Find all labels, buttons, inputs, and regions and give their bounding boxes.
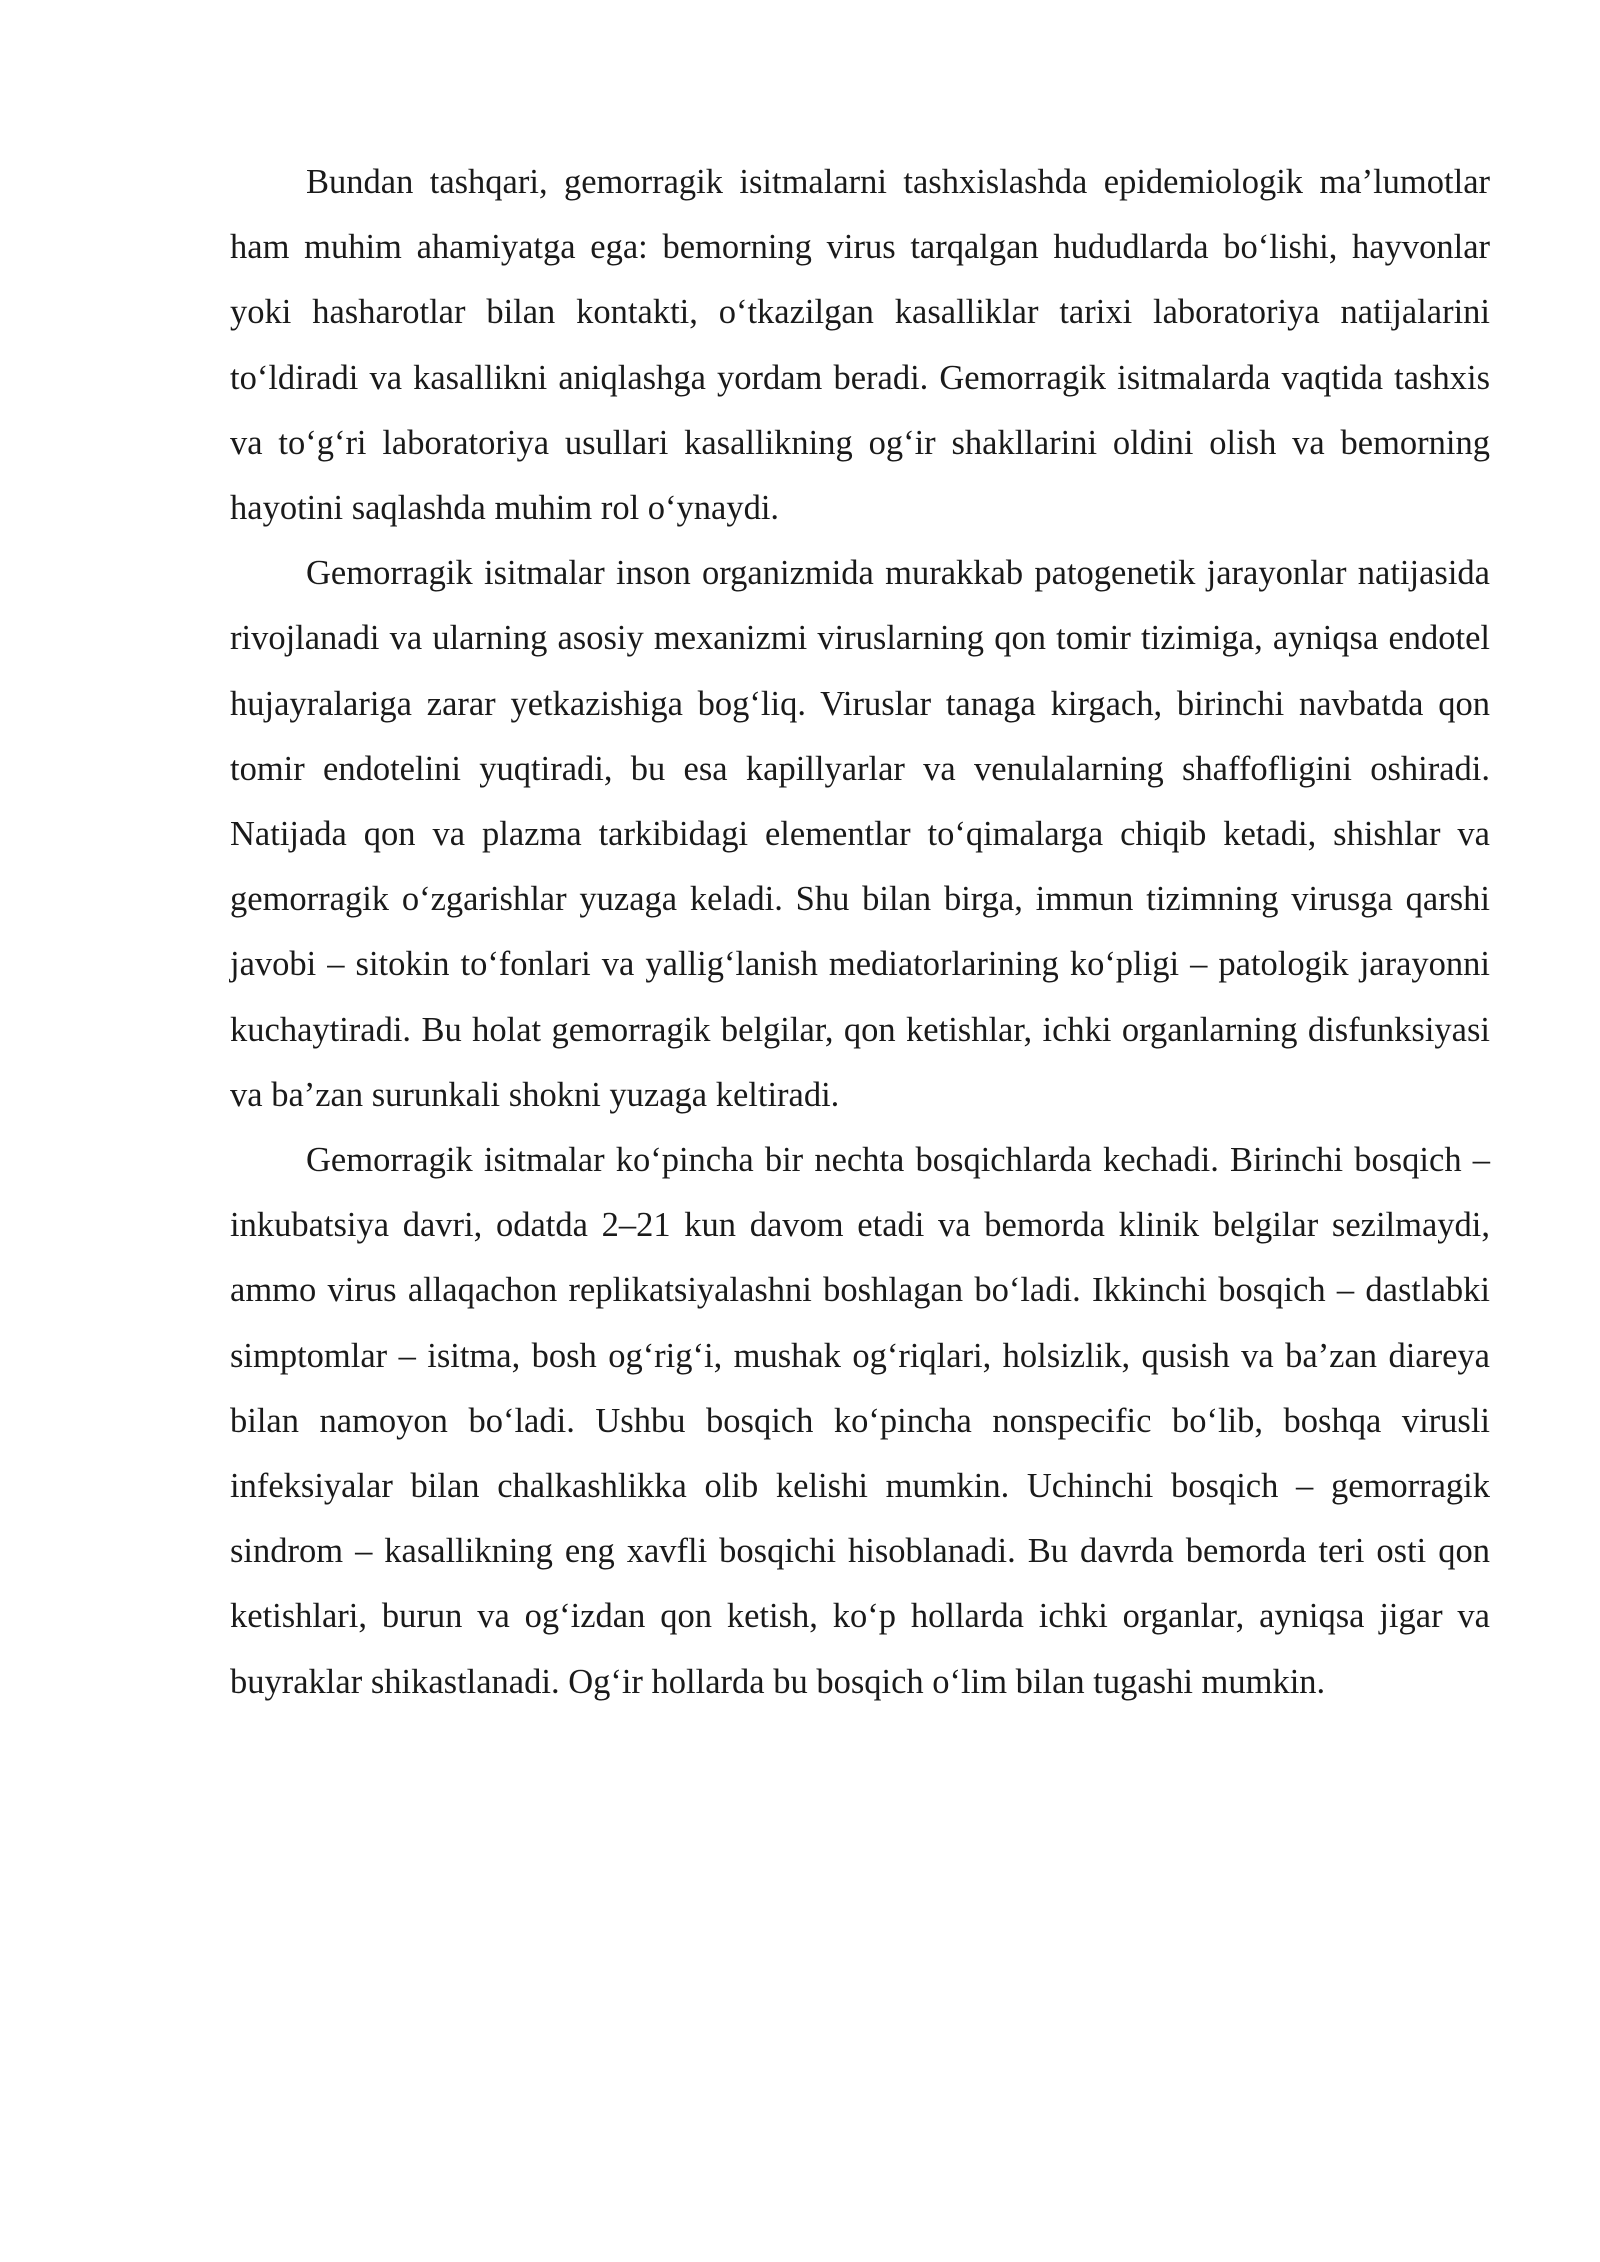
- paragraph-pathogenesis: Gemorragik isitmalar inson organizmida murakkab patogenetik jarayonlar natijasida rivojlanadi va ularning asosiy mexanizmi viruslarning qon tomir tizimiga, ayniqsa endotel hujayralariga zarar yetkazishiga bog‘liq. Viruslar tanaga kirgach, birinchi navbatda qon tomir endotelini yuqtiradi, bu esa kapillyarlar va venulalarning shaffofligini oshiradi. Natijada qon va plazma tarkibidagi elementlar to‘qimalarga chiqib ketadi, shishlar va gemorragik o‘zgarishlar yuzaga keladi. Shu bilan birga, immun tizimning virusga qarshi javobi – sitokin to‘fonlari va yallig‘lanish mediatorlarining ko‘pligi – patologik jarayonni kuchaytiradi. Bu holat gemorragik belgilar, qon ketishlar, ichki organlarning disfunksiyasi va ba’zan surunkali shokni yuzaga keltiradi.: [230, 554, 1490, 1114]
- body-text: [230, 150, 1490, 1715]
- paragraph-disease-stages: Gemorragik isitmalar ko‘pincha bir nechta bosqichlarda kechadi. Birinchi bosqich – inkubatsiya davri, odatda 2–21 kun davom etadi va bemorda klinik belgilar sezilmaydi, ammo virus allaqachon replikatsiyalashni boshlagan bo‘ladi. Ikkinchi bosqich – dastlabki simptomlar – isitma, bosh og‘rig‘i, mushak og‘riqlari, holsizlik, qusish va ba’zan diareya bilan namoyon bo‘ladi. Ushbu bosqich ko‘pincha nonspecific bo‘lib, boshqa virusli infeksiyalar bilan chalkashlikka olib kelishi mumkin. Uchinchi bosqich – gemorragik sindrom – kasallikning eng xavfli bosqichi hisoblanadi. Bu davrda bemorda teri osti qon ketishlari, burun va og‘izdan qon ketish, ko‘p hollarda ichki organlar, ayniqsa jigar va buyraklar shikastlanadi. Og‘ir hollarda bu bosqich o‘lim bilan tugashi mumkin.: [230, 1141, 1490, 1701]
- paragraph-diagnosis-epidemiology: Bundan tashqari, gemorragik isitmalarni tashxislashda epidemiologik ma’lumotlar ham muhim ahamiyatga ega: bemorning virus tarqalgan hududlarda bo‘lishi, hayvonlar yoki hasharotlar bilan kontakti, o‘tkazilgan kasalliklar tarixi laboratoriya natijalarini to‘ldiradi va kasallikni aniqlashga yordam beradi. Gemorragik isitmalarda vaqtida tashxis va to‘g‘ri laboratoriya usullari kasallikning og‘ir shakllarini oldini olish va bemorning hayotini saqlashda muhim rol o‘ynaydi.: [230, 163, 1490, 528]
